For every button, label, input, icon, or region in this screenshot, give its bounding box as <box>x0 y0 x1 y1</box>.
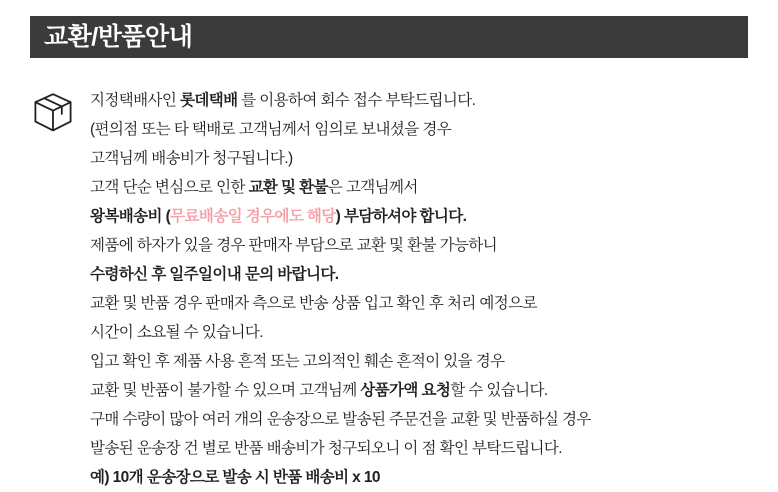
notice-text-segment: 롯데택배 <box>179 92 238 109</box>
notice-content <box>30 76 760 492</box>
notice-line <box>90 463 760 492</box>
notice-line <box>90 347 760 376</box>
notice-text-segment: 입고 확인 후 제품 사용 흔적 또는 고의적인 훼손 흔적이 있을 경우 <box>90 353 505 370</box>
section-header-bar <box>30 16 748 58</box>
notice-text-segment: 수령하신 후 일주일이내 문의 바랍니다. <box>90 266 339 283</box>
notice-line <box>90 260 760 289</box>
notice-line <box>90 434 760 463</box>
notice-line <box>90 318 760 347</box>
page-title: 교환/반품안내 <box>44 22 193 51</box>
notice-text-segment: 제품에 하자가 있을 경우 판매자 부담으로 교환 및 환불 가능하니 <box>90 237 498 254</box>
notice-text-segment: 교환 및 반품이 불가할 수 있으며 고객님께 <box>90 382 361 399</box>
parcel-box-icon <box>30 90 76 136</box>
notice-text-segment: 예) 10개 운송장으로 발송 시 반품 배송비 x 10 <box>90 469 380 486</box>
notice-text-segment: 은 고객님께서 <box>327 179 418 196</box>
notice-text-segment: 고객 단순 변심으로 인한 <box>90 179 249 196</box>
notice-line <box>90 86 760 115</box>
notice-line <box>90 231 760 260</box>
notice-line <box>90 289 760 318</box>
notice-text-segment: 를 이용하여 회수 접수 부탁드립니다. <box>237 92 476 109</box>
notice-text-segment: 교환 및 반품 경우 판매자 측으로 반송 상품 입고 확인 후 처리 예정으로 <box>90 295 537 312</box>
notice-text-segment: (편의점 또는 타 택배로 고객님께서 임의로 보내셨을 경우 <box>90 121 452 138</box>
notice-text-segment: 지정택배사인 <box>90 92 180 109</box>
notice-text-segment: 발송된 운송장 건 별로 반품 배송비가 청구되오니 이 점 확인 부탁드립니다. <box>90 440 562 457</box>
notice-line <box>90 173 760 202</box>
notice-line <box>90 405 760 434</box>
notice-text-segment: 왕복배송비 ( <box>90 208 171 225</box>
notice-text-segment: 고객님께 배송비가 청구됩니다.) <box>90 150 293 167</box>
notice-text-segment: 상품가액 요청 <box>360 382 451 399</box>
notice-line <box>90 376 760 405</box>
notice-line <box>90 144 760 173</box>
notice-line <box>90 202 760 231</box>
notice-text-segment: 구매 수량이 많아 여러 개의 운송장으로 발송된 주문건을 교환 및 반품하실 경우 <box>90 411 591 428</box>
notice-text-segment: 무료배송일 경우에도 해당 <box>170 208 336 225</box>
notice-line <box>90 115 760 144</box>
notice-text-segment: 할 수 있습니다. <box>450 382 548 399</box>
notice-text-segment: 교환 및 환불 <box>248 179 328 196</box>
notice-text-block <box>90 76 760 492</box>
notice-text-segment: ) 부담하셔야 합니다. <box>335 208 467 225</box>
notice-text-segment: 시간이 소요될 수 있습니다. <box>90 324 263 341</box>
